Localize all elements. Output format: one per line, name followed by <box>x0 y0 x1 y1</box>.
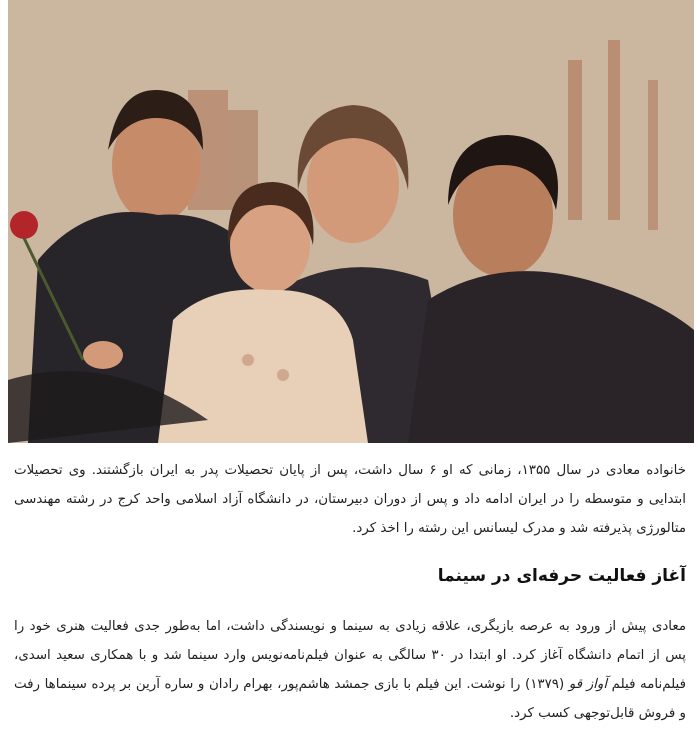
intro-paragraph: خانواده معادی در سال ۱۳۵۵، زمانی که او ۶ سال داشت، پس از پایان تحصیلات پدر به ایران بازگشتند. وی تحصیلات ابتدایی و متوسطه را در ایران ادامه داد و پس از دوران دبیرستان، در دانشگاه آزاد اسلامی واحد کرج در رشته مهندسی متالورژی پذیرفته شد و مدرک لیسانس این رشته را اخذ کرد. <box>14 463 686 536</box>
family-photo-illustration <box>8 0 694 443</box>
family-photo <box>8 0 694 443</box>
film-title: آواز قو <box>568 677 608 692</box>
career-paragraph <box>14 612 686 728</box>
section-title: آغاز فعالیت حرفه‌ای در سینما <box>437 566 686 586</box>
career-paragraph-start: معادی پیش از ورود به عرصه بازیگری، علاقه زیادی به سینما و نویسندگی داشت، اما به‌طور جدی فعالیت هنری خود را پس از اتمام دانشگاه آغاز کرد. او ابتدا در ۳۰ سالگی به عنوان فیلم‌نامه‌نویس وارد سینما شد و با همکاری سعید اسدی، فیلم‌نامه فیلم <box>14 619 687 692</box>
career-paragraph-end: (۱۳۷۹) را نوشت. این فیلم با بازی جمشد هاشم‌پور، بهرام رادان و ساره آرین بر پرده سینماها رفت و فروش قابل‌توجهی کسب کرد. <box>14 677 686 721</box>
